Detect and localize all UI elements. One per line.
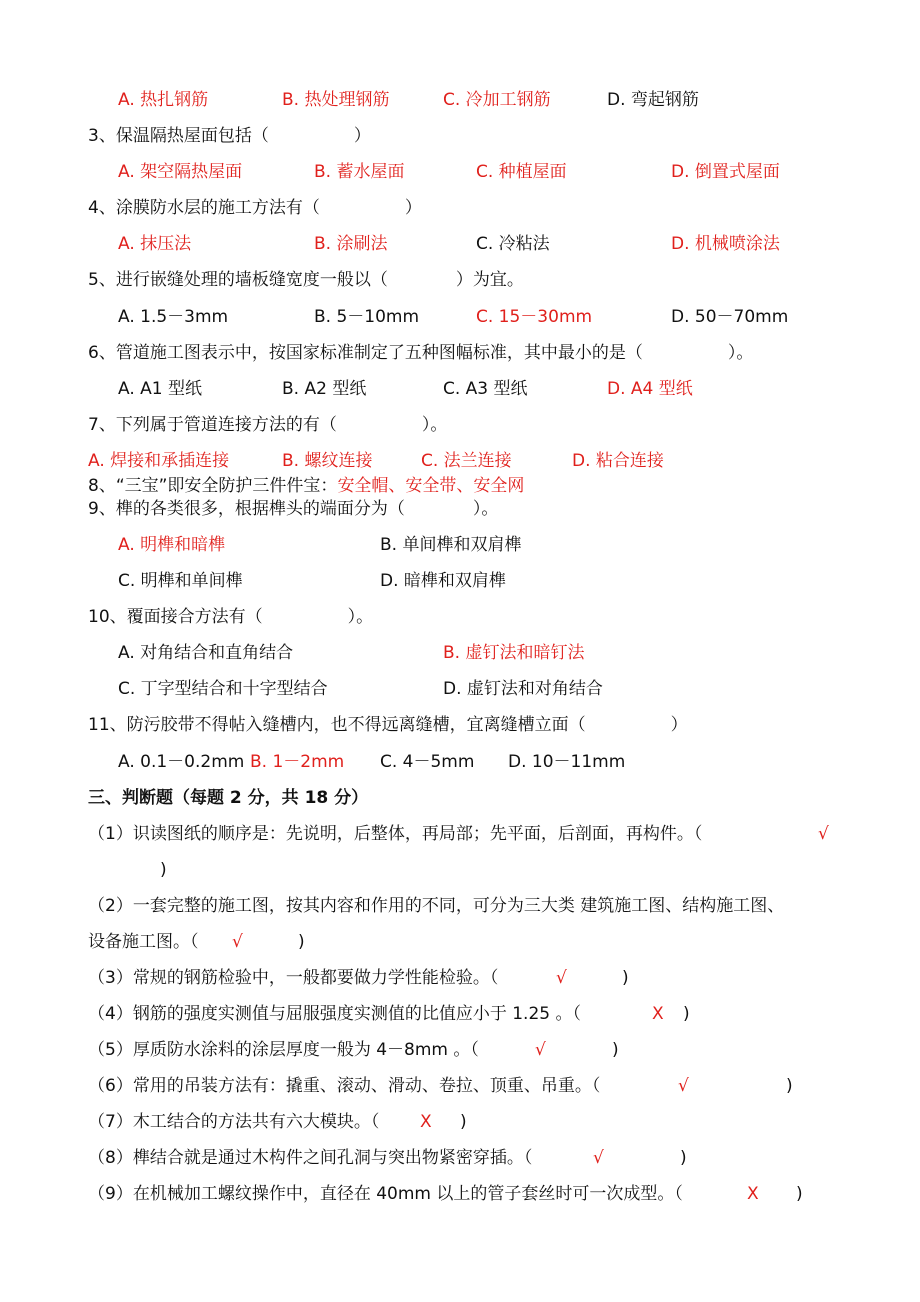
tf8-mark: √ (593, 1148, 604, 1168)
tf1-line2: ) (160, 860, 167, 880)
tf4-mark: X (652, 1004, 664, 1024)
q7-option-a: A. 焊接和承插连接 (88, 451, 230, 471)
q5-option-a: A. 1.5－3mm (118, 307, 229, 327)
q9-option-b: B. 单间榫和双肩榫 (380, 535, 522, 555)
q4-option-b: B. 涂刷法 (314, 234, 388, 254)
q4-option-a: A. 抹压法 (118, 234, 192, 254)
tf8-text: （8）榫结合就是通过木构件之间孔洞与突出物紧密穿插。（ (88, 1148, 533, 1168)
q8-stem: 8、“三宝”即安全防护三件件宝： (88, 476, 338, 496)
q10-option-a: A. 对角结合和直角结合 (118, 643, 294, 663)
q7-option-b: B. 螺纹连接 (282, 451, 373, 471)
q6-stem: 6、管道施工图表示中，按国家标准制定了五种图幅标准，其中最小的是（ ）。 (88, 343, 754, 363)
q8-answer: 安全帽、安全带、安全网 (337, 476, 525, 496)
q5-option-c: C. 15－30mm (476, 307, 593, 327)
q2-option-b: B. 热处理钢筋 (282, 90, 390, 110)
q7-option-d: D. 粘合连接 (572, 451, 664, 471)
q5-option-d: D. 50－70mm (671, 307, 789, 327)
q6-option-c: C. A3 型纸 (443, 379, 528, 399)
tf5-text: （5）厚质防水涂料的涂层厚度一般为 4－8mm 。（ (88, 1040, 479, 1060)
tf7-text: （7）木工结合的方法共有六大模块。（ (88, 1112, 380, 1132)
tf2-close: ) (298, 932, 305, 952)
q11-option-a: A. 0.1－0.2mm (118, 752, 245, 772)
tf4-text: （4）钢筋的强度实测值与屈服强度实测值的比值应小于 1.25 。（ (88, 1004, 581, 1024)
q9-stem: 9、榫的各类很多，根据榫头的端面分为（ ）。 (88, 499, 499, 519)
tf3-close: ) (622, 968, 629, 988)
tf4-close: ) (683, 1004, 690, 1024)
tf9-text: （9）在机械加工螺纹操作中，直径在 40mm 以上的管子套丝时可一次成型。（ (88, 1184, 683, 1204)
tf1-mark: √ (818, 824, 829, 844)
q3-option-a: A. 架空隔热屋面 (118, 162, 243, 182)
q4-option-d: D. 机械喷涂法 (671, 234, 780, 254)
tf7-mark: X (420, 1112, 432, 1132)
q7-stem: 7、下列属于管道连接方法的有（ ）。 (88, 415, 448, 435)
q4-option-c: C. 冷粘法 (476, 234, 550, 254)
tf5-close: ) (612, 1040, 619, 1060)
q2-option-c: C. 冷加工钢筋 (443, 90, 551, 110)
q6-option-b: B. A2 型纸 (282, 379, 367, 399)
q10-stem: 10、覆面接合方法有（ ）。 (88, 607, 374, 627)
tf5-mark: √ (535, 1040, 546, 1060)
q6-option-d: D. A4 型纸 (607, 379, 693, 399)
tf3-text: （3）常规的钢筋检验中，一般都要做力学性能检验。（ (88, 968, 499, 988)
q5-stem: 5、进行嵌缝处理的墙板缝宽度一般以（ ）为宜。 (88, 270, 524, 290)
tf8-close: ) (680, 1148, 687, 1168)
q11-option-d: D. 10－11mm (508, 752, 626, 772)
tf1-line1: （1）识读图纸的顺序是：先说明，后整体，再局部；先平面，后剖面，再构件。（ (88, 824, 703, 844)
q2-option-a: A. 热扎钢筋 (118, 90, 209, 110)
q7-option-c: C. 法兰连接 (421, 451, 512, 471)
q2-option-d: D. 弯起钢筋 (607, 90, 699, 110)
q9-option-c: C. 明榫和单间榫 (118, 571, 243, 591)
q10-option-c: C. 丁字型结合和十字型结合 (118, 679, 328, 699)
q5-option-b: B. 5－10mm (314, 307, 420, 327)
tf6-close: ) (786, 1076, 793, 1096)
q8-line (88, 474, 524, 498)
q10-option-b: B. 虚钉法和暗钉法 (443, 643, 585, 663)
tf6-text: （6）常用的吊装方法有：撬重、滚动、滑动、卷拉、顶重、吊重。（ (88, 1076, 601, 1096)
tf2-line1: （2）一套完整的施工图，按其内容和作用的不同，可分为三大类 建筑施工图、结构施工图、 (88, 896, 785, 916)
q6-option-a: A. A1 型纸 (118, 379, 202, 399)
q11-stem: 11、防污胶带不得帖入缝槽内，也不得远离缝槽，宜离缝槽立面（ ） (88, 715, 688, 735)
tf2-line2: 设备施工图。（ (88, 932, 199, 952)
tf2-mark: √ (232, 932, 243, 952)
q11-option-b: B. 1－2mm (250, 752, 345, 772)
q11-option-c: C. 4－5mm (380, 752, 475, 772)
tf6-mark: √ (678, 1076, 689, 1096)
q10-option-d: D. 虚钉法和对角结合 (443, 679, 603, 699)
tf3-mark: √ (556, 968, 567, 988)
q3-option-b: B. 蓄水屋面 (314, 162, 405, 182)
section3-title: 三、判断题（每题 2 分，共 18 分） (88, 788, 369, 808)
q3-option-d: D. 倒置式屋面 (671, 162, 780, 182)
q3-stem: 3、保温隔热屋面包括（ ） (88, 126, 371, 146)
tf7-close: ) (460, 1112, 467, 1132)
tf9-mark: X (747, 1184, 759, 1204)
q9-option-d: D. 暗榫和双肩榫 (380, 571, 506, 591)
q4-stem: 4、涂膜防水层的施工方法有（ ） (88, 198, 422, 218)
q9-option-a: A. 明榫和暗榫 (118, 535, 226, 555)
tf9-close: ) (796, 1184, 803, 1204)
q3-option-c: C. 种植屋面 (476, 162, 567, 182)
